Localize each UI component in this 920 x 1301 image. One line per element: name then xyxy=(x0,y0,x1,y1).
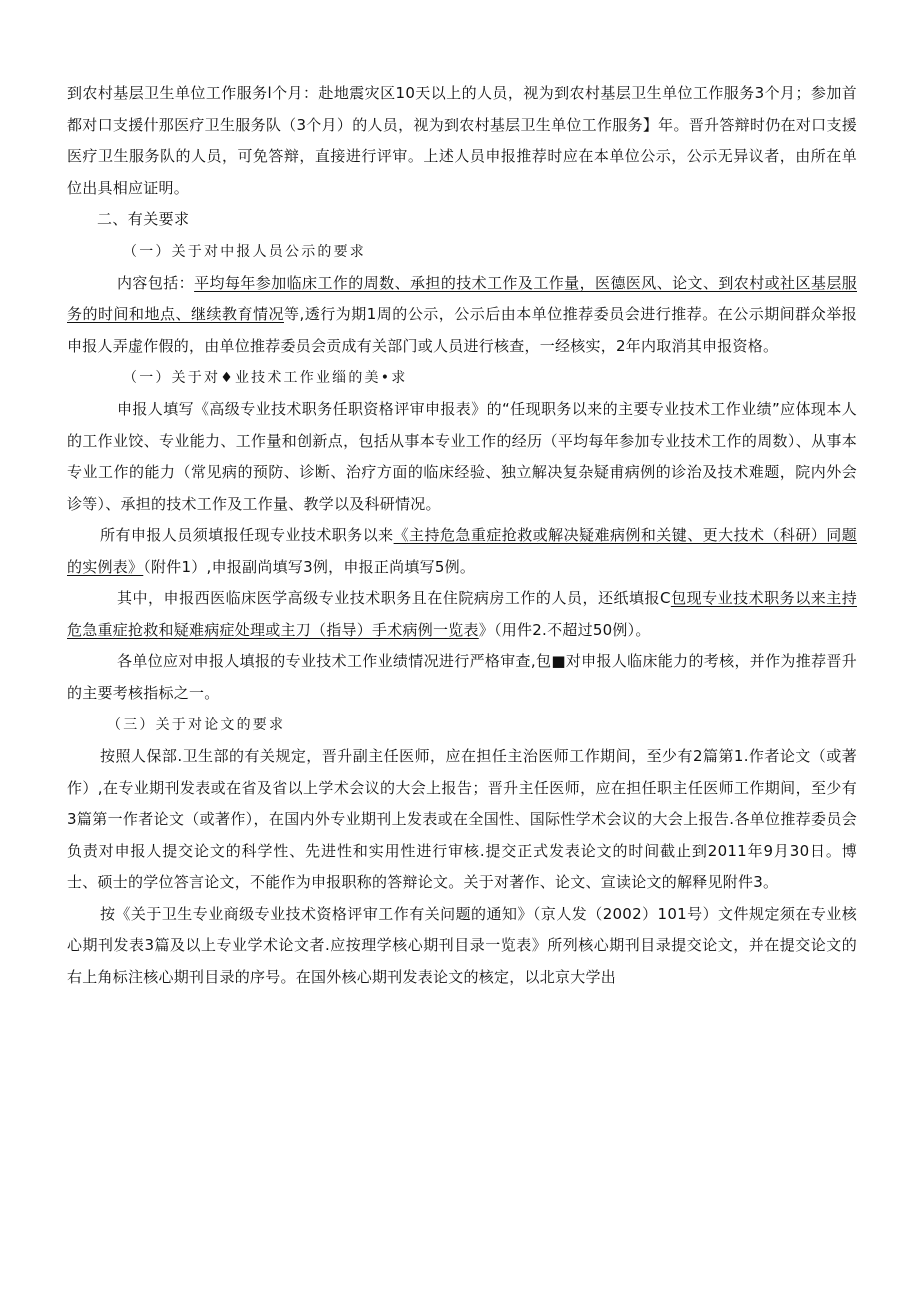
case-table-suffix: （附件1）,申报副尚填写3例，申报正尚填写5例。 xyxy=(143,557,476,576)
section-heading-requirements: 二、有关要求 xyxy=(97,210,190,228)
publicity-content-prefix: 内容包括： xyxy=(117,273,195,292)
surgery-list-prefix: 其中，申报西医临床医学高级专业技术职务且在住院病房工作的人员，还纸填报C xyxy=(117,589,671,607)
subsection-heading-papers: （三）关于对论文的要求 xyxy=(107,717,286,733)
surgery-list-suffix: 》（用件2.不超过50例）。 xyxy=(478,620,651,639)
surgery-list-title: 包现专业技术职务以来主持危急重症抢救和疑难病症处理或主刀（指导）手术病例一览表 xyxy=(67,589,857,639)
publicity-content-items: 平均每年参加临床工作的周数、承担的技术工作及工作量，医德医风、论文、到农村或社区基层服务的时间和地点、继续教育情况 xyxy=(67,273,857,323)
paragraph-core-journals: 按《关于卫生专业商级专业技术资格评审工作有关问题的通知》（京人发（2002）101号）文件规定须在专业核心期刊发表3篇及以上专业学术论文者.应按理学核心期刊目录一览表》所列核心期刊目录提交论文，并在提交论文的右上角标注核心期刊目录的序号。在国外核心期刊发表论文的核定，以北京大学出 xyxy=(67,904,857,986)
paragraph-service-credit: 到农村基层卫生单位工作服务l个月：赴地震灾区10天以上的人员，视为到农村基层卫生单位工作服务3个月；参加首都对口支援什那医疗卫生服务队（3个月）的人员，视为到农村基层卫生单位工作服务】年。晋升答辩时仍在对口支援医疗卫生服务队的人员，可免答辩，直接进行评审。上述人员申报推荐时应在本单位公示，公示无异议者，由所在单位出具相应证明。 xyxy=(67,84,857,197)
document-page xyxy=(67,78,857,993)
paragraph-surgery-list xyxy=(67,583,857,646)
paragraph-case-table xyxy=(67,520,857,583)
paragraph-review: 各单位应对申报人填报的专业技术工作业绩情况进行严格审查,包■对申报人临床能力的考核，并作为推荐晋升的主要考核指标之一。 xyxy=(67,652,857,702)
subsection-heading-achievements: （一）关于对♦业技术工作业缁的美•求 xyxy=(123,370,408,386)
case-table-prefix: 所有申报人员须填报任现专业技术职务以来 xyxy=(100,526,394,544)
paragraph-paper-requirements: 按照人保部.卫生部的有关规定，晋升副主任医师，应在担任主治医师工作期间，至少有2篇第1.作者论文（或著作）,在专业期刊发表或在省及省以上学术会议的大会上报告；晋升主任医师，应在担任职主任医师工作期间，至少有3篇第一作者论文（或著作），在国内外专业期刊上发表或在全国性、国际性学术会议的大会上报告.各单位推荐委员会负责对申报人提交论文的科学性、先进性和实用性进行审核.提交正式发表论文的时间截止到2011年9月30日。博士、硕士的学位答言论文，不能作为申报职称的答辩论文。关于对著作、论文、宣读论文的解释见附件3。 xyxy=(67,747,857,891)
subsection-heading-publicity: （一）关于对中报人员公示的要求 xyxy=(123,243,366,260)
paragraph-achievements: 申报人填写《高级专业技术职务任职资格评审申报表》的“任现职务以来的主要专业技术工作业绩”应体现本人的工作业饺、专业能力、工作量和创新点，包括从事本专业工作的经历（平均每年参加专业技术工作的周数）、从事本专业工作的能力（常见病的预防、诊断、治疗方面的临床经验、独立解决复杂疑甫病例的诊治及技术难题，院内外会诊等）、承担的技术工作及工作量、教学以及科研情况。 xyxy=(67,400,857,513)
paragraph-publicity-content xyxy=(67,268,857,363)
case-table-title: 《主持危急重症抢救或解决疑难病例和关键、更大技术（科研）同题的实例表》 xyxy=(67,526,857,576)
publicity-content-suffix: 等,透行为期1周的公示，公示后由本单位推荐委员会进行推荐。在公示期间群众举报申报人弄虚作假的，由单位推荐委员会贡成有关部门或人员进行核查，一经核实，2年内取消其申报资格。 xyxy=(67,305,857,355)
